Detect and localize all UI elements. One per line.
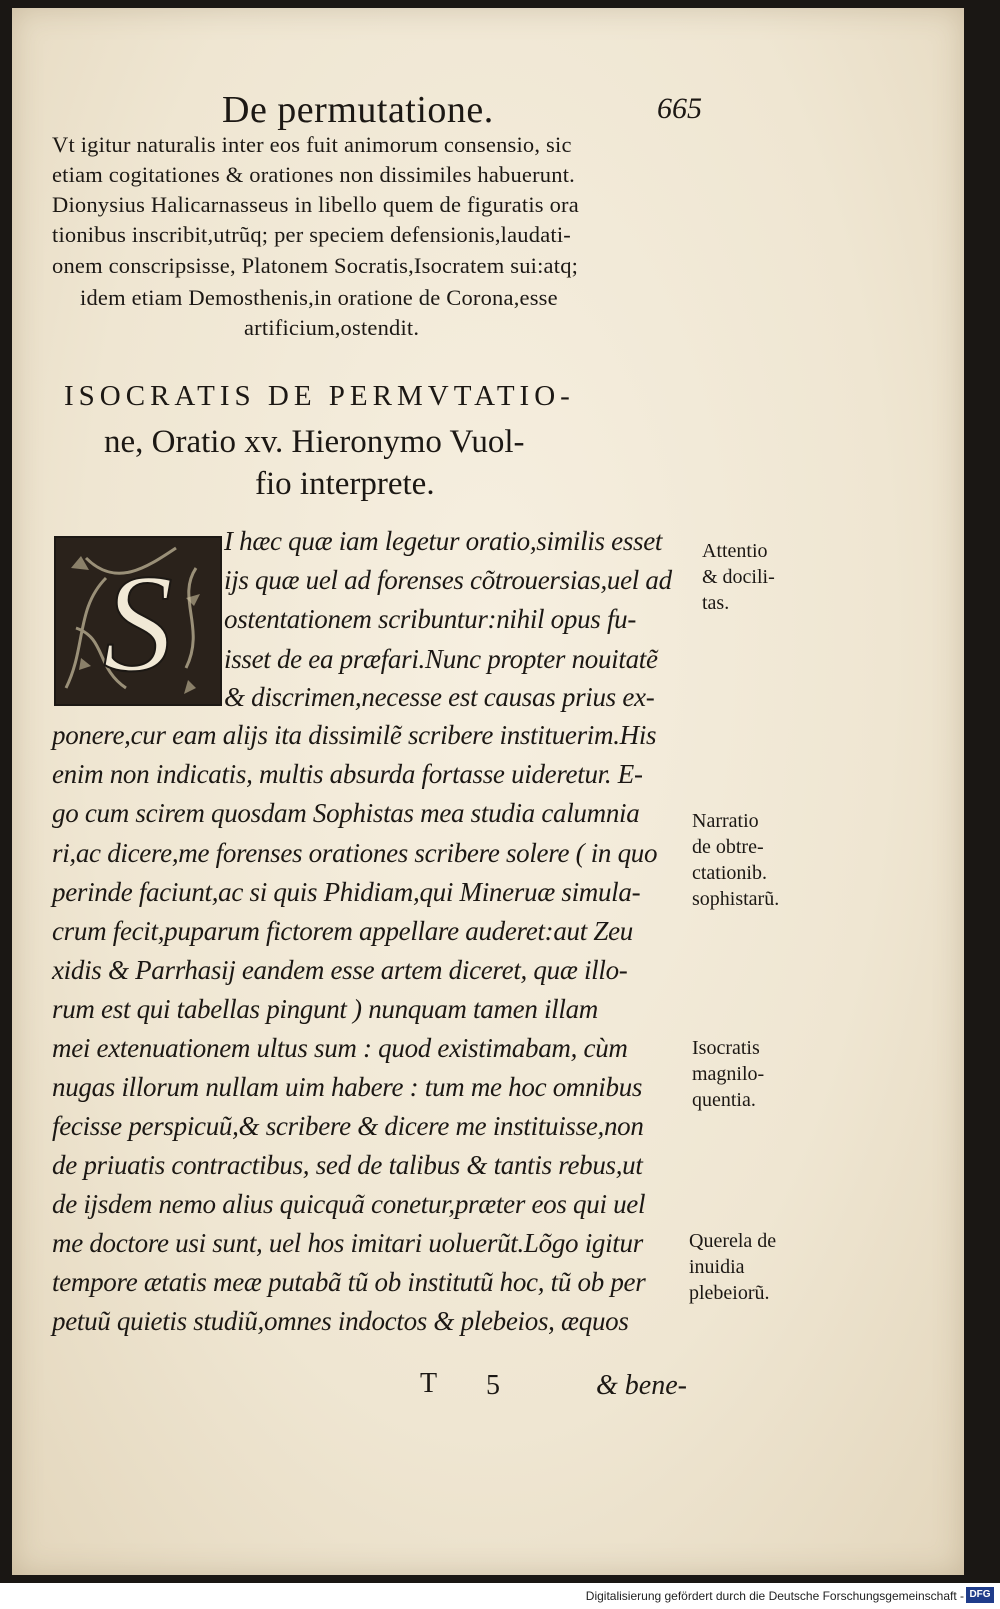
body-line: ponere,cur eam alijs ita dissimilẽ scribere instituerim.His	[52, 720, 657, 750]
margin-note-querela: Querela de inuidia plebeiorũ.	[689, 1230, 777, 1304]
page-number: 665	[657, 92, 702, 125]
intro-line: idem etiam Demosthenis,in oratione de Corona,esse	[80, 285, 558, 310]
body-line: nugas illorum nullam uim habere : tum me hoc omnibus	[52, 1072, 643, 1102]
intro-line: artificium,ostendit.	[244, 315, 420, 340]
body-line: rum est qui tabellas pingunt ) nunquam tamen illam	[52, 994, 598, 1024]
margin-note-narratio: Narratio de obtre- ctationib. sophistarũ.	[692, 810, 780, 910]
body-line: enim non indicatis, multis absurda fortasse uideretur. E-	[52, 759, 643, 789]
intro-line: tionibus inscribit,utrũq; per speciem defensionis,laudati-	[52, 222, 571, 247]
intro-line: onem conscripsisse, Platonem Socratis,Isocratem sui:atq;	[52, 253, 579, 278]
running-title: De permutatione.	[222, 89, 494, 131]
decorated-initial-s-icon	[54, 536, 222, 706]
svg-text:S: S	[103, 546, 173, 701]
body-line: I hæc quæ iam legetur oratio,similis esset	[224, 526, 663, 556]
margin-note-attentio: Attentio & docili- tas.	[702, 540, 775, 614]
body-line: crum fecit,puparum fictorem appellare auderet:aut Zeu	[52, 916, 633, 946]
body-line: petuũ quietis studiũ,omnes indoctos & plebeios, æquos	[52, 1306, 629, 1336]
catchword: & bene-	[596, 1370, 687, 1401]
body-line: fecisse perspicuũ,& scribere & dicere me instituisse,non	[52, 1111, 644, 1141]
intro-line: Dionysius Halicarnasseus in libello quem de figuratis ora	[52, 192, 579, 217]
oration-heading-line2: ne, Oratio xv. Hieronymo Vuol-	[104, 424, 525, 460]
body-line: go cum scirem quosdam Sophistas mea studia calumnia	[52, 798, 640, 828]
intro-line: etiam cogitationes & orationes non dissimiles habuerunt.	[52, 162, 575, 187]
dfg-logo-icon: DFG	[966, 1587, 994, 1603]
book-page	[12, 8, 964, 1575]
footer-credit: Digitalisierung gefördert durch die Deutsche Forschungsgemeinschaft -	[585, 1589, 964, 1603]
intro-line: Vt igitur naturalis inter eos fuit animorum consensio, sic	[52, 132, 572, 157]
body-line: de priuatis contractibus, sed de talibus & tantis rebus,ut	[52, 1150, 643, 1180]
body-line: mei extenuationem ultus sum : quod existimabam, cùm	[52, 1033, 628, 1063]
margin-note-isocratis: Isocratis magnilo- quentia.	[692, 1037, 765, 1111]
signature-mark: T	[420, 1368, 438, 1399]
body-line: ostentationem scribuntur:nihil opus fu-	[224, 604, 637, 634]
signature-number: 5	[486, 1370, 500, 1401]
oration-heading-line3: fio interprete.	[255, 466, 435, 502]
body-line: perinde faciunt,ac si quis Phidiam,qui Mineruæ simula-	[52, 877, 641, 907]
body-line: xidis & Parrhasij eandem esse artem diceret, quæ illo-	[52, 955, 628, 985]
oration-heading-line1: ISOCRATIS DE PERMVTATIO-	[64, 380, 575, 412]
body-line: me doctore usi sunt, uel hos imitari uoluerũt.Lõgo igitur	[52, 1228, 643, 1258]
body-line: ri,ac dicere,me forenses orationes scribere solere ( in quo	[52, 838, 658, 868]
body-line: de ijsdem nemo alius quicquã conetur,præter eos qui uel	[52, 1189, 646, 1219]
body-line: isset de ea præfari.Nunc propter nouitatẽ	[224, 644, 658, 674]
body-line: & discrimen,necesse est causas prius ex-	[224, 682, 655, 712]
body-line: ijs quæ uel ad forenses cõtrouersias,uel ad	[224, 565, 672, 595]
body-line: tempore ætatis meæ putabã tũ ob institutũ hoc, tũ ob per	[52, 1267, 646, 1297]
